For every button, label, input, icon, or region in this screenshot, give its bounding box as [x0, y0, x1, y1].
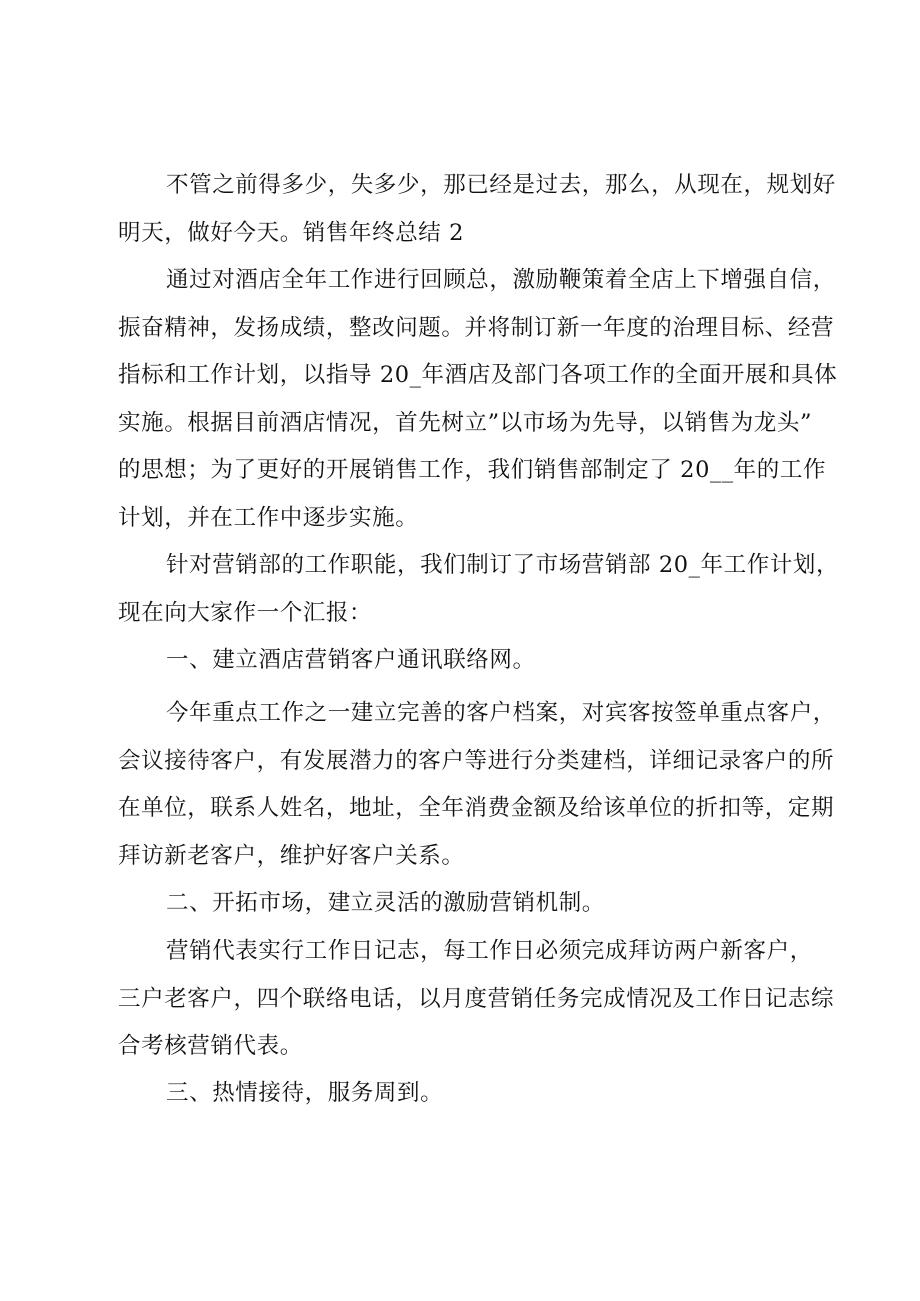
text-line: 今年重点工作之一建立完善的客户档案，对宾客按签单重点客户，	[166, 700, 836, 726]
text-line: 针对营销部的工作职能，我们制订了市场营销部 20_年工作计划，	[166, 552, 840, 578]
text-line: 营销代表实行工作日记志，每工作日必须完成拜访两户新客户，	[166, 938, 813, 964]
text-line: 三户老客户，四个联络电话，以月度营销任务完成情况及工作日记志综	[118, 985, 835, 1012]
section-heading-3	[118, 1070, 830, 1118]
text-line: 在单位，联系人姓名，地址，全年消费金额及给该单位的折扣等，定期	[118, 795, 835, 821]
paragraph-client-archive	[118, 690, 836, 880]
paragraph-closing	[118, 162, 836, 257]
text-line: 不管之前得多少，失多少，那已经是过去，那么，从现在，规划好	[166, 172, 836, 198]
paragraph-sales-rep	[118, 928, 835, 1071]
text-line: 现在向大家作一个汇报：	[118, 599, 373, 626]
section-heading-2	[118, 880, 830, 928]
text-line: 通过对酒店全年工作进行回顾总，激励鞭策着全店上下增强自信，	[166, 267, 836, 293]
text-line: 三、热情接待，服务周到。	[166, 1080, 444, 1106]
text-line: 指标和工作计划，以指导 20_年酒店及部门各项工作的全面开展和具体	[118, 362, 838, 388]
paragraph-report	[118, 542, 840, 637]
text-line: 会议接待客户，有发展潜力的客户等进行分类建档，详细记录客户的所	[118, 747, 835, 774]
text-line: 二、开拓市场，建立灵活的激励营销机制。	[166, 890, 605, 916]
text-line: 一、建立酒店营销客户通讯联络网。	[166, 647, 536, 673]
text-line: 计划，并在工作中逐步实施。	[118, 504, 419, 531]
text-line: 拜访新老客户，维护好客户关系。	[118, 842, 465, 869]
text-line: 实施。根据目前酒店情况，首先树立”以市场为先导，以销售为龙头”	[118, 409, 813, 436]
section-heading-1	[118, 637, 830, 685]
text-line: 振奋精神，发扬成绩，整改问题。并将制订新一年度的治理目标、经营	[118, 314, 835, 341]
text-line: 明天，做好今天。销售年终总结 2	[118, 219, 465, 246]
text-line: 合考核营销代表。	[118, 1033, 303, 1059]
paragraph-intro	[118, 257, 838, 542]
text-line: 的思想；为了更好的开展销售工作，我们销售部制定了 20__年的工作	[118, 457, 827, 483]
